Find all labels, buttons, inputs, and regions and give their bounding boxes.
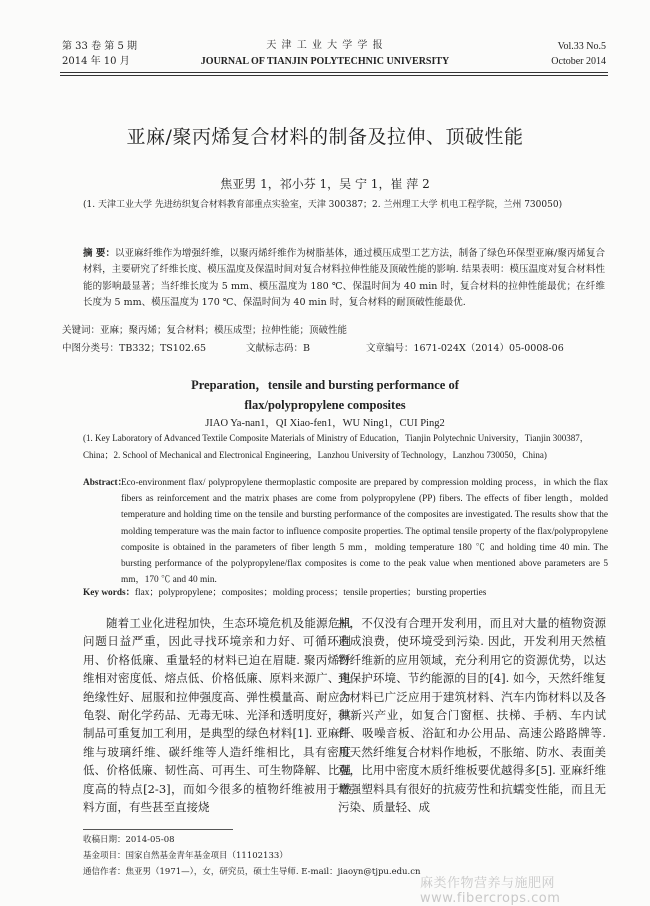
paper-title-cn: 亚麻/聚丙烯复合材料的制备及拉伸、顶破性能 — [126, 126, 524, 148]
abstract-en-label: Abstract： — [83, 478, 127, 488]
date-cn: 2014 年 10 月 — [62, 56, 130, 67]
abstract-cn-label: 摘 要： — [83, 248, 115, 259]
date-en: October 2014 — [551, 56, 606, 67]
volume-en: Vol.33 No.5 — [557, 41, 606, 52]
paper-title-en-line1: Preparation，tensile and bursting performance of — [191, 378, 459, 392]
article-number: 文章编号：1671-024X（2014）05-0008-06 — [366, 343, 564, 354]
journal-title-cn: 天 津 工 业 大 学 学 报 — [266, 40, 384, 51]
authors-cn: 焦亚男 1，祁小芬 1，吴 宁 1，崔 萍 2 — [220, 177, 430, 191]
keywords-cn-text: 亚麻；聚丙烯；复合材料；模压成型；拉伸性能；顶破性能 — [100, 325, 348, 336]
paper-title-en-line2: flax/polypropylene composites — [244, 398, 406, 412]
header-rule-bottom — [60, 75, 608, 76]
footnote-fund: 基金项目：国家自然基金青年基金项目（11102133） — [83, 851, 288, 861]
footnote-author: 通信作者：焦亚男（1971—），女，研究员，硕士生导师. E-mail：jiaoyn@tjpu.edu.cn — [83, 867, 421, 877]
site-watermark: 麻类作物营养与施肥网 www.fibercrops.com — [420, 876, 561, 906]
journal-title-en: JOURNAL OF TIANJIN POLYTECHNIC UNIVERSITY — [200, 56, 450, 67]
paper-title-en — [0, 375, 650, 415]
abstract-cn-text: 以亚麻纤维作为增强纤维，以聚丙烯纤维作为树脂基体，通过模压成型工艺方法，制备了绿色环保型亚麻/聚丙烯复合材料，主要研究了纤维长度、模压温度及保温时间对复合材料拉伸性能及顶破性能的影响. 结果表明：模压温度对复合材料性能的影响最显著；当纤维长度为 5 mm、模压温度为 180 ℃、保温时间为 40 min 时，复合材料的拉伸性能最优；在纤维长度为 5 mm、模压温度为 170 ℃、保温时间为 40 min 时，复合材料的耐顶破性能最优. — [83, 248, 606, 308]
affiliation-cn: (1. 天津工业大学 先进纺织复合材料教育部重点实验室，天津 300387；2. 兰州理工大学 机电工程学院，兰州 730050) — [83, 200, 563, 210]
keywords-cn — [62, 323, 607, 339]
abstract-en — [83, 475, 608, 588]
clc-number: 中图分类号：TB332；TS102.65 — [62, 343, 207, 354]
header-rule-top — [60, 72, 608, 73]
classification-meta — [62, 341, 607, 357]
body-column-left: 随着工业化进程加快，生态环境危机及能源危机问题日益严重，因此寻找环境亲和力好、可循环利用、价格低廉、重量轻的材料已迫在眉睫. 聚丙烯纤维相对密度低、熔点低、价格低廉、原料来源广、电绝缘性好、屈服和拉伸强度高、弹性模量高、耐应力龟裂、耐化学药品、无毒无味、光泽和透明度好，其制品可重复加工利用，是典型的绿色材料[1]. 亚麻纤维与玻璃纤维、碳纤维等人造纤维相比，具有密度低、价格低廉、韧性高、可再生、可生物降解、比强度高的特点[2-3]，而如今很多的植物纤维被用于燃料方面，有些甚至直接烧 — [83, 616, 351, 815]
keywords-en — [83, 585, 608, 601]
keywords-cn-label: 关键词： — [62, 325, 101, 336]
keywords-en-text: flax；polypropylene；composites；molding process；tensile properties；bursting properties — [134, 588, 487, 598]
footnote-rule — [83, 829, 233, 830]
footnote-received: 收稿日期：2014-05-08 — [83, 835, 175, 845]
affiliation-en: (1. Key Laboratory of Advanced Textile Composite Materials of Ministry of Education，Tianjin Polytechnic University，Tianjin 300387，China；2. School of Mechanical and Electronical Engineering，Lanzhou University of Technology，Lanzhou 730050，China) — [83, 433, 589, 460]
volume-cn: 第 33 卷 第 5 期 — [62, 41, 137, 52]
authors-en: JIAO Ya-nan1，QI Xiao-fen1，WU Ning1，CUI Ping2 — [205, 418, 445, 429]
body-column-right: 掉，不仅没有合理开发利用，而且对大量的植物资源造成浪费，使环境受到污染. 因此，开发利用天然植物纤维新的应用领域，充分利用它的资源优势，以达到保护环境、节约能源的目的[4]. 如今，天然纤维复合材料已广泛应用于建筑材料、汽车内饰材料以及各种新兴产业，如复合门窗框、扶梯、手柄、车内试件、吸噪音板、浴缸和办公用品、高速公路路牌等. 用天然纤维复合材料作地板，不胀缩、防水、表面美观，比用中密度木质纤维板要优越得多[5]. 亚麻纤维增强塑料具有很好的抗疲劳性和抗蠕变性能，而且无污染、质量轻、成 — [338, 616, 606, 815]
abstract-en-text: Eco-environment flax/ polypropylene thermoplastic composite are prepared by compression molding process，in which the flax fibers as reinforcement and the matrix phases are come from polypropylene (PP) fibers. The effects of fiber length，molded temperature and holding time on the tensile and bursting performance of the composites are investigated. The results show that the molding temperature was the main factor to influence composite properties. The optimal tensile property of the flax/polypropylene composite is obtained in the parameters of fiber length 5 mm，molding temperature 180 ℃ and holding time 40 min. The bursting performance of the polypropylene/flax composites is come to the peak value when mentioned above parameters are 5 mm，170 ℃ and 40 min. — [121, 478, 608, 586]
document-code: 文献标志码：B — [246, 343, 310, 354]
keywords-en-label: Key words： — [83, 588, 135, 598]
abstract-cn — [83, 246, 605, 311]
